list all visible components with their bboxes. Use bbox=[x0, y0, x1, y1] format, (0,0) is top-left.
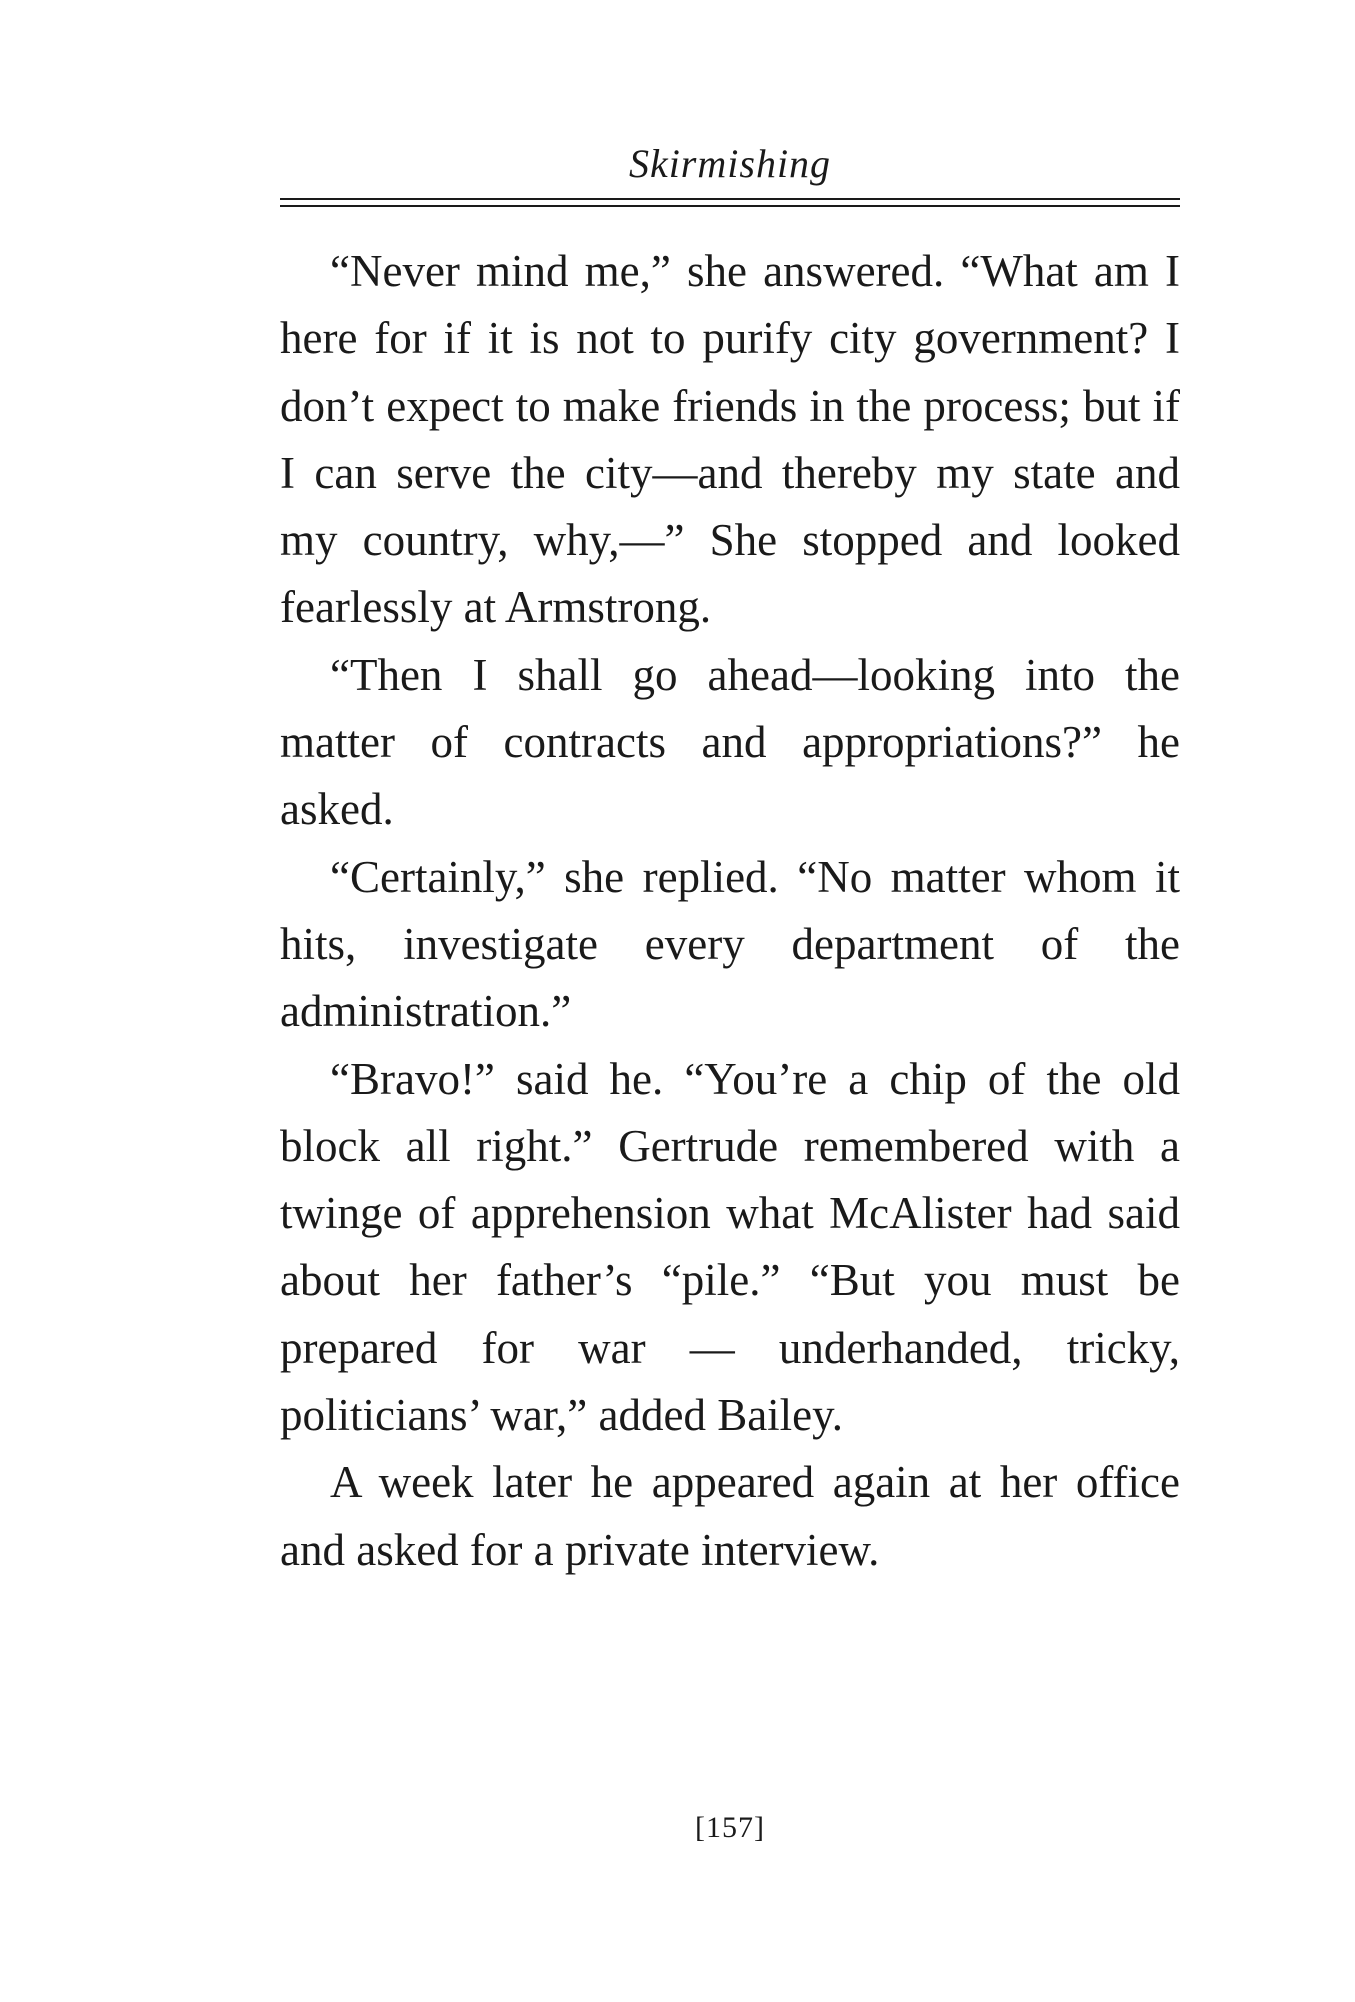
body-text bbox=[280, 238, 1180, 1584]
paragraph: A week later he appeared again at her office and asked for a private interview. bbox=[280, 1457, 1180, 1575]
header-rule-top bbox=[280, 198, 1180, 200]
header-rule-bottom bbox=[280, 205, 1180, 207]
paragraph: “Then I shall go ahead—looking into the matter of contracts and appropriations?” he asked. bbox=[280, 649, 1180, 835]
paragraph: “Certainly,” she replied. “No matter whom it hits, investigate every department of the administration.” bbox=[280, 851, 1180, 1037]
page-number: [157] bbox=[695, 1811, 765, 1844]
paragraph: “Bravo!” said he. “You’re a chip of the old block all right.” Gertrude remembered with a twinge of apprehension what McAlister had said about her father’s “pile.” “But you must be prepared for war — underhanded, tricky, politicians’ war,” added Bailey. bbox=[280, 1053, 1180, 1441]
paragraph: “Never mind me,” she answered. “What am I here for if it is not to purify city government? I don’t expect to make friends in the process; but if I can serve the city—and thereby my state and my country, why,—” She stopped and looked fearlessly at Armstrong. bbox=[280, 246, 1180, 633]
running-head: Skirmishing bbox=[628, 141, 832, 186]
